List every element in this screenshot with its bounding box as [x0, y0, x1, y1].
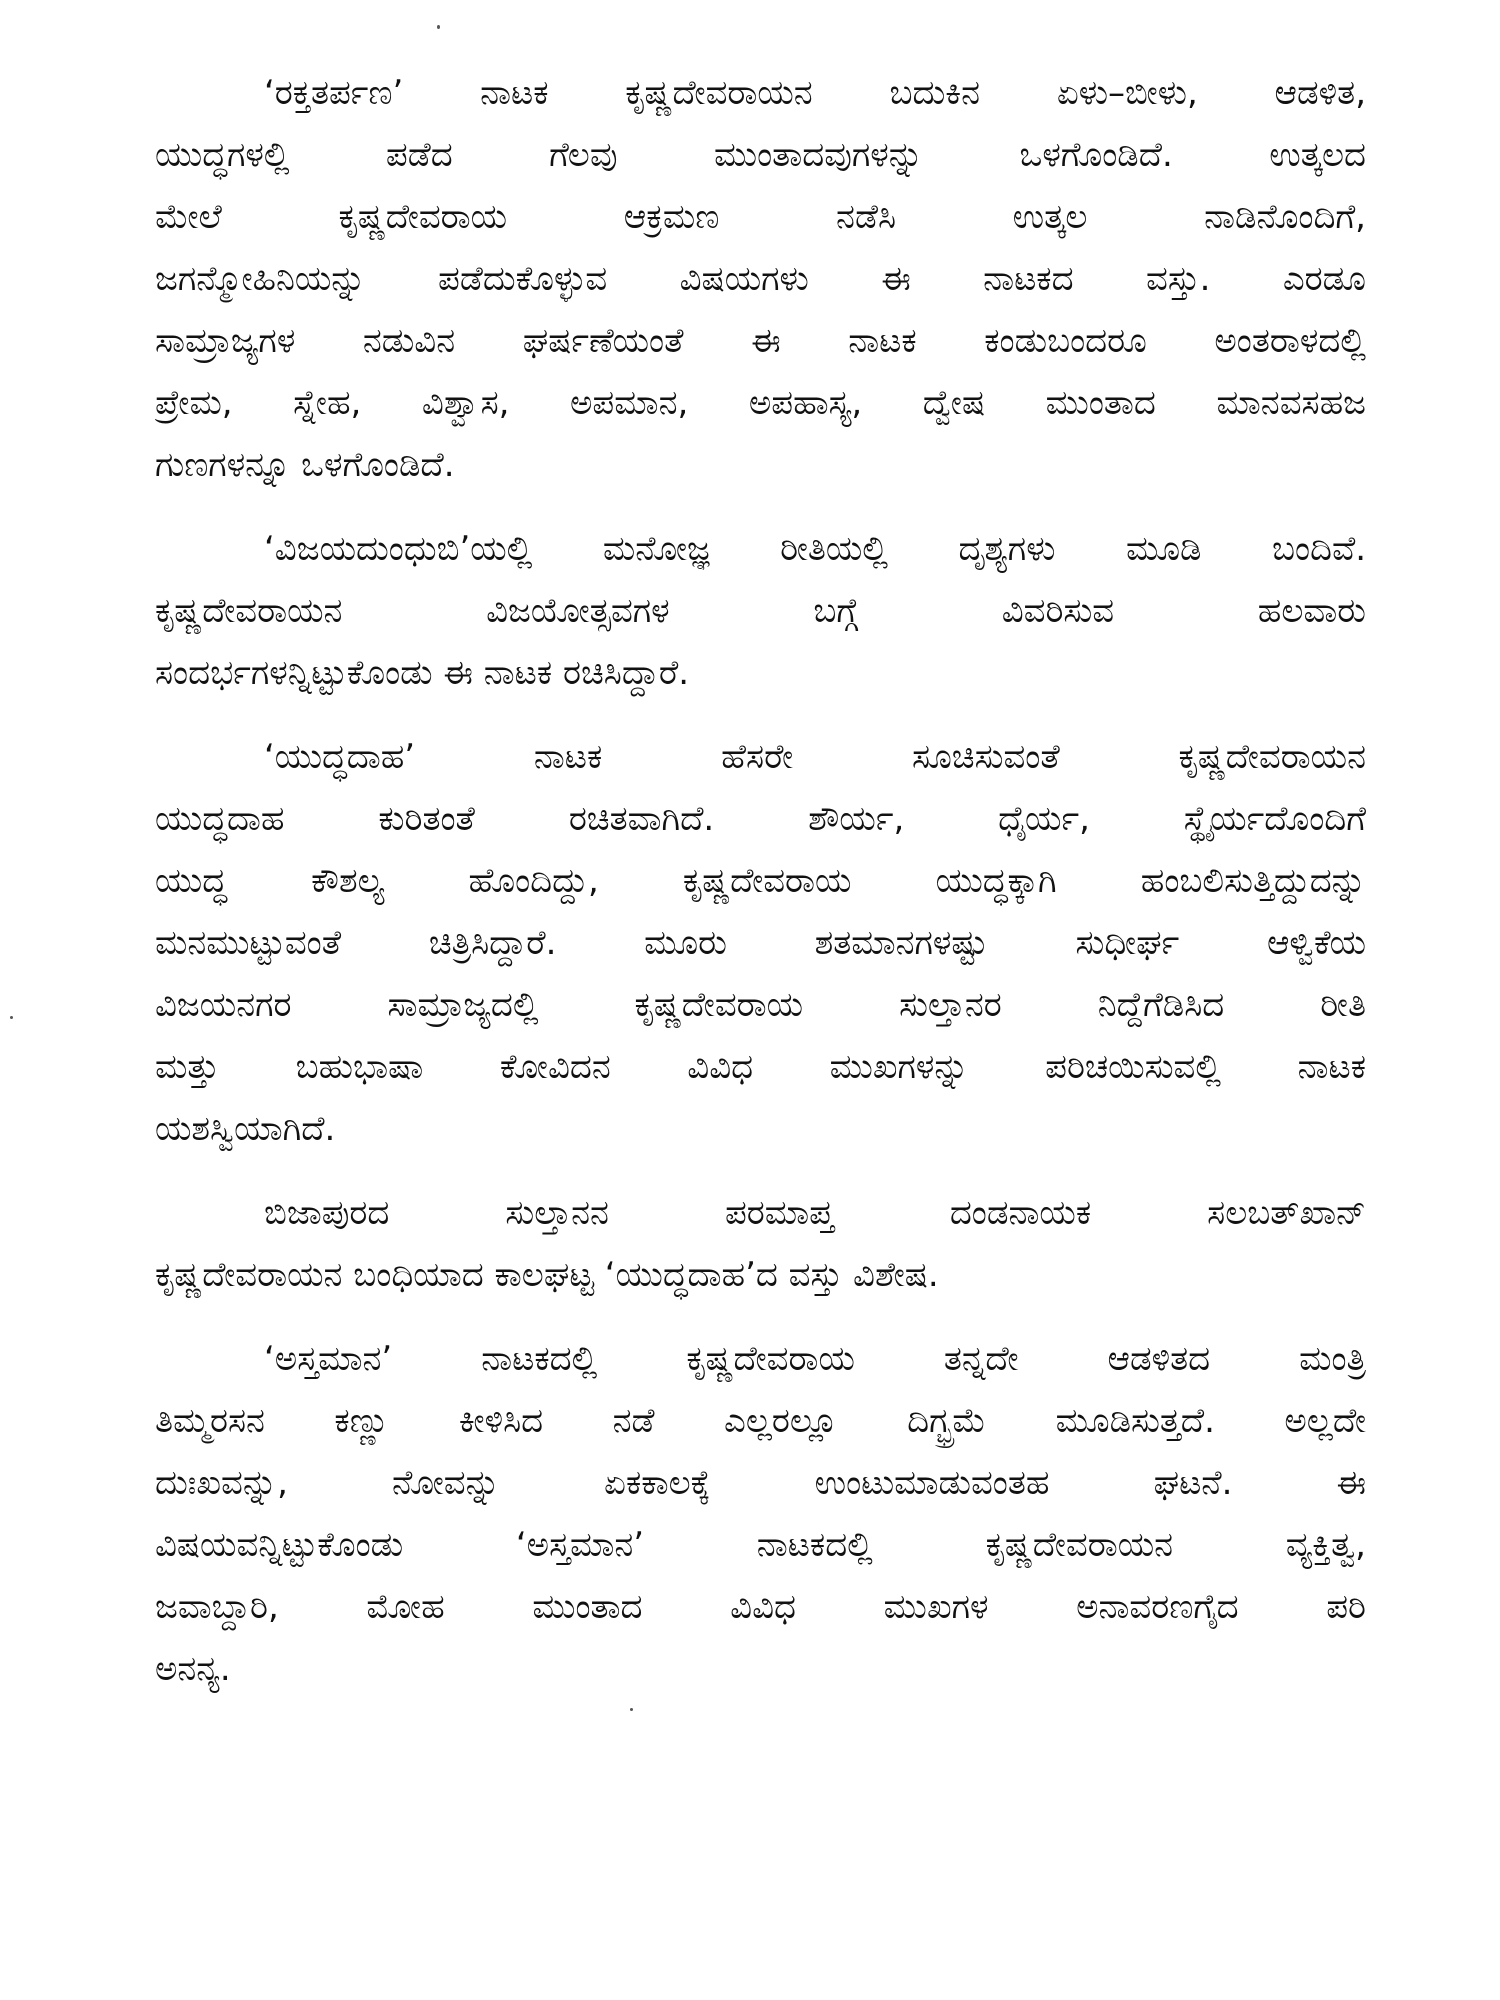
- scan-speck: [10, 1016, 13, 1019]
- text-line: ಕೃಷ್ಣದೇವರಾಯನ ಬಂಧಿಯಾದ ಕಾಲಘಟ್ಟ ‘ಯುದ್ಧದಾಹ’ದ ವಸ್ತು ವಿಶೇಷ.: [155, 1255, 939, 1295]
- scan-speck: [437, 25, 440, 29]
- paragraph-yuddhadaha: [155, 726, 1366, 1160]
- scan-speck: [630, 1708, 633, 1711]
- text-line: ಗುಣಗಳನ್ನೂ ಒಳಗೊಂಡಿದೆ.: [155, 445, 455, 485]
- text-line: ಜವಾಬ್ದಾರಿ, ಮೋಹ ಮುಂತಾದ ವಿವಿಧ ಮುಖಗಳ ಅನಾವರಣಗೈದ ಪರಿ: [155, 1587, 1366, 1627]
- text-line: ಮತ್ತು ಬಹುಭಾಷಾ ಕೋವಿದನ ವಿವಿಧ ಮುಖಗಳನ್ನು ಪರಿಚಯಿಸುವಲ್ಲಿ ನಾಟಕ: [155, 1047, 1366, 1087]
- paragraph-vijayadundhubi: [155, 518, 1366, 704]
- text-line: ವಿಷಯವನ್ನಿಟ್ಟುಕೊಂಡು ‘ಅಸ್ತಮಾನ’ ನಾಟಕದಲ್ಲಿ ಕೃಷ್ಣದೇವರಾಯನ ವ್ಯಕ್ತಿತ್ವ,: [155, 1525, 1366, 1565]
- paragraph-bijapura: [155, 1182, 1366, 1306]
- body-text: [155, 62, 1366, 1700]
- text-line: ಯುದ್ಧದಾಹ ಕುರಿತಂತೆ ರಚಿತವಾಗಿದೆ. ಶೌರ್ಯ, ಧೈರ್ಯ, ಸ್ಥೈರ್ಯದೊಂದಿಗೆ: [155, 799, 1366, 839]
- text-line: ಯುದ್ಧ ಕೌಶಲ್ಯ ಹೊಂದಿದ್ದು, ಕೃಷ್ಣದೇವರಾಯ ಯುದ್ಧಕ್ಕಾಗಿ ಹಂಬಲಿಸುತ್ತಿದ್ದುದನ್ನು: [155, 861, 1366, 901]
- text-line: ತಿಮ್ಮರಸನ ಕಣ್ಣು ಕೀಳಿಸಿದ ನಡೆ ಎಲ್ಲರಲ್ಲೂ ದಿಗ್ಭ್ರಮೆ ಮೂಡಿಸುತ್ತದೆ. ಅಲ್ಲದೇ: [155, 1401, 1366, 1441]
- paragraph-raktatarpana: [155, 62, 1366, 496]
- text-line: ‘ವಿಜಯದುಂಧುಬಿ’ಯಲ್ಲಿ ಮನೋಜ್ಞ ರೀತಿಯಲ್ಲಿ ದೃಶ್ಯಗಳು ಮೂಡಿ ಬಂದಿವೆ.: [264, 529, 1366, 569]
- text-line: ಬಿಜಾಪುರದ ಸುಲ್ತಾನನ ಪರಮಾಪ್ತ ದಂಡನಾಯಕ ಸಲಬತ್‌ಖಾನ್: [264, 1193, 1366, 1233]
- text-line: ‘ಯುದ್ಧದಾಹ’ ನಾಟಕ ಹೆಸರೇ ಸೂಚಿಸುವಂತೆ ಕೃಷ್ಣದೇವರಾಯನ: [264, 737, 1366, 777]
- text-line: ಪ್ರೇಮ, ಸ್ನೇಹ, ವಿಶ್ವಾಸ, ಅಪಮಾನ, ಅಪಹಾಸ್ಯ, ದ್ವೇಷ ಮುಂತಾದ ಮಾನವಸಹಜ: [155, 383, 1366, 423]
- text-line: ‘ರಕ್ತತರ್ಪಣ’ ನಾಟಕ ಕೃಷ್ಣದೇವರಾಯನ ಬದುಕಿನ ಏಳು–ಬೀಳು, ಆಡಳಿತ,: [264, 73, 1366, 113]
- text-line: ಸಂದರ್ಭಗಳನ್ನಿಟ್ಟುಕೊಂಡು ಈ ನಾಟಕ ರಚಿಸಿದ್ದಾರೆ.: [155, 653, 690, 693]
- text-line: ದುಃಖವನ್ನು, ನೋವನ್ನು ಏಕಕಾಲಕ್ಕೆ ಉಂಟುಮಾಡುವಂತಹ ಘಟನೆ. ಈ: [155, 1463, 1366, 1503]
- text-line: ಯುದ್ಧಗಳಲ್ಲಿ ಪಡೆದ ಗೆಲವು ಮುಂತಾದವುಗಳನ್ನು ಒಳಗೊಂಡಿದೆ. ಉತ್ಕಲದ: [155, 135, 1366, 175]
- text-line: ಮನಮುಟ್ಟುವಂತೆ ಚಿತ್ರಿಸಿದ್ದಾರೆ. ಮೂರು ಶತಮಾನಗಳಷ್ಟು ಸುಧೀರ್ಘ ಆಳ್ವಿಕೆಯ: [155, 923, 1366, 963]
- text-line: ಮೇಲೆ ಕೃಷ್ಣದೇವರಾಯ ಆಕ್ರಮಣ ನಡೆಸಿ ಉತ್ಕಲ ನಾಡಿನೊಂದಿಗೆ,: [155, 197, 1366, 237]
- text-line: ಯಶಸ್ವಿಯಾಗಿದೆ.: [155, 1109, 336, 1149]
- text-line: ಕೃಷ್ಣದೇವರಾಯನ ವಿಜಯೋತ್ಸವಗಳ ಬಗ್ಗೆ ವಿವರಿಸುವ ಹಲವಾರು: [155, 591, 1366, 631]
- text-line: ವಿಜಯನಗರ ಸಾಮ್ರಾಜ್ಯದಲ್ಲಿ ಕೃಷ್ಣದೇವರಾಯ ಸುಲ್ತಾನರ ನಿದ್ದೆಗೆಡಿಸಿದ ರೀತಿ: [155, 985, 1366, 1025]
- text-line: ಸಾಮ್ರಾಜ್ಯಗಳ ನಡುವಿನ ಘರ್ಷಣೆಯಂತೆ ಈ ನಾಟಕ ಕಂಡುಬಂದರೂ ಅಂತರಾಳದಲ್ಲಿ: [155, 321, 1366, 361]
- paragraph-astamana: [155, 1328, 1366, 1700]
- text-line: ಜಗನ್ಮೋಹಿನಿಯನ್ನು ಪಡೆದುಕೊಳ್ಳುವ ವಿಷಯಗಳು ಈ ನಾಟಕದ ವಸ್ತು. ಎರಡೂ: [155, 259, 1366, 299]
- text-line: ಅನನ್ಯ.: [155, 1649, 231, 1689]
- text-line: ‘ಅಸ್ತಮಾನ’ ನಾಟಕದಲ್ಲಿ ಕೃಷ್ಣದೇವರಾಯ ತನ್ನದೇ ಆಡಳಿತದ ಮಂತ್ರಿ: [264, 1339, 1366, 1379]
